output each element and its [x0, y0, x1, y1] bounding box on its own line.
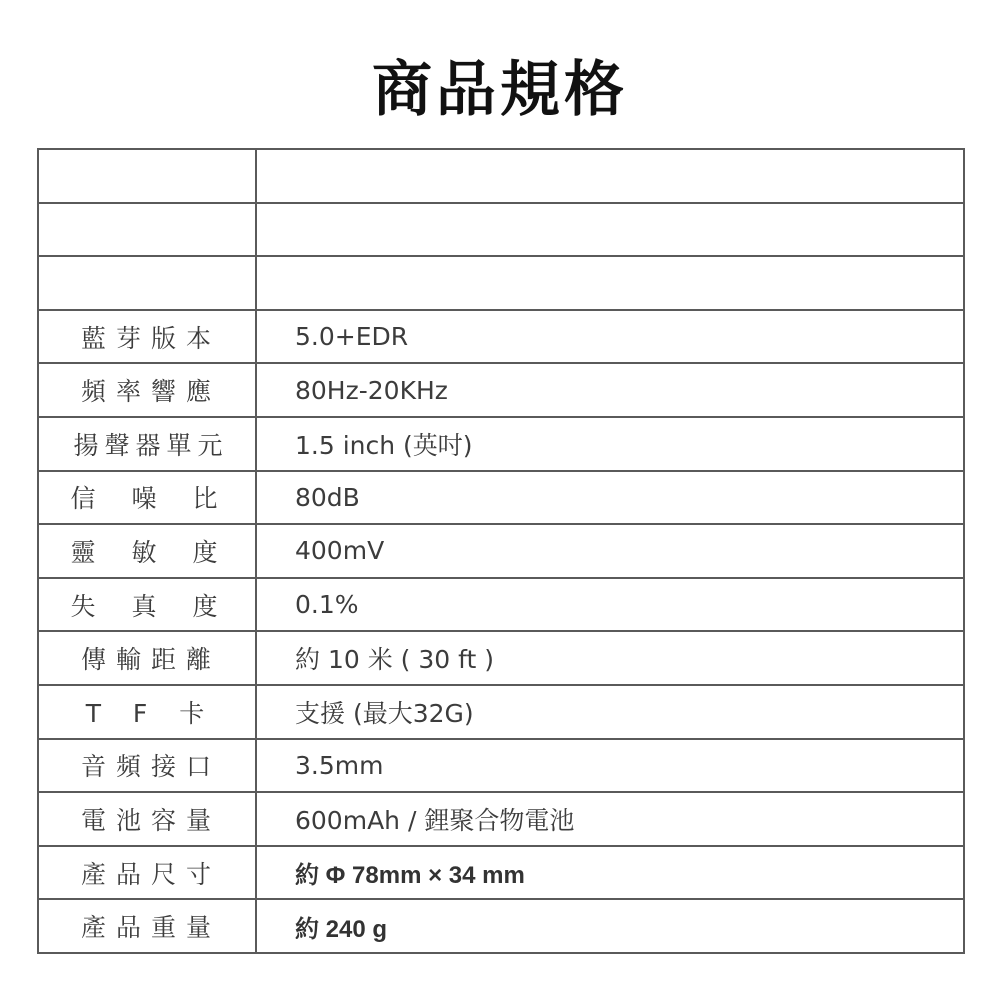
- table-row: [38, 578, 964, 632]
- table-row: [38, 203, 964, 257]
- spec-label-frequency-response: 頻率響應: [38, 363, 256, 417]
- spec-value-speaker-unit: 1.5 inch (英吋): [256, 417, 964, 471]
- table-row: [38, 739, 964, 793]
- spec-value-battery-capacity: 600mAh / 鋰聚合物電池: [256, 792, 964, 846]
- spec-value-bluetooth-version: 5.0+EDR: [256, 310, 964, 364]
- page-title: 商品規格: [372, 55, 628, 125]
- table-row: [38, 846, 964, 900]
- spec-value-transmission-distance: 約 10 米 ( 30 ft ): [256, 631, 964, 685]
- table-row: [38, 471, 964, 525]
- spec-label: [38, 149, 256, 203]
- spec-value-product-size: 約 Φ 78mm × 34 mm: [256, 846, 964, 900]
- spec-label-bluetooth-version: 藍芽版本: [38, 310, 256, 364]
- table-row: [38, 363, 964, 417]
- spec-label-snr: 信 噪 比: [38, 471, 256, 525]
- spec-label-battery-capacity: 電池容量: [38, 792, 256, 846]
- table-row: [38, 256, 964, 310]
- spec-value-frequency-response: 80Hz-20KHz: [256, 363, 964, 417]
- table-row: [38, 899, 964, 953]
- spec-value-tf-card: 支援 (最大32G): [256, 685, 964, 739]
- spec-table: [37, 148, 965, 954]
- spec-value-distortion: 0.1%: [256, 578, 964, 632]
- spec-label-distortion: 失 真 度: [38, 578, 256, 632]
- spec-value-sensitivity: 400mV: [256, 524, 964, 578]
- spec-value: [256, 149, 964, 203]
- table-row: [38, 792, 964, 846]
- spec-label-transmission-distance: 傳輸距離: [38, 631, 256, 685]
- spec-value-audio-interface: 3.5mm: [256, 739, 964, 793]
- spec-value-snr: 80dB: [256, 471, 964, 525]
- spec-label-speaker-unit: 揚聲器單元: [38, 417, 256, 471]
- table-row: [38, 524, 964, 578]
- spec-value-product-weight: 約 240 g: [256, 899, 964, 953]
- spec-label-sensitivity: 靈 敏 度: [38, 524, 256, 578]
- table-row: [38, 149, 964, 203]
- table-row: [38, 310, 964, 364]
- spec-label: [38, 203, 256, 257]
- table-row: [38, 417, 964, 471]
- spec-label: [38, 256, 256, 310]
- spec-value: [256, 203, 964, 257]
- spec-label-tf-card: T F 卡: [38, 685, 256, 739]
- spec-label-product-weight: 產品重量: [38, 899, 256, 953]
- spec-label-audio-interface: 音頻接口: [38, 739, 256, 793]
- table-row: [38, 685, 964, 739]
- table-row: [38, 631, 964, 685]
- spec-label-product-size: 產品尺寸: [38, 846, 256, 900]
- spec-value: [256, 256, 964, 310]
